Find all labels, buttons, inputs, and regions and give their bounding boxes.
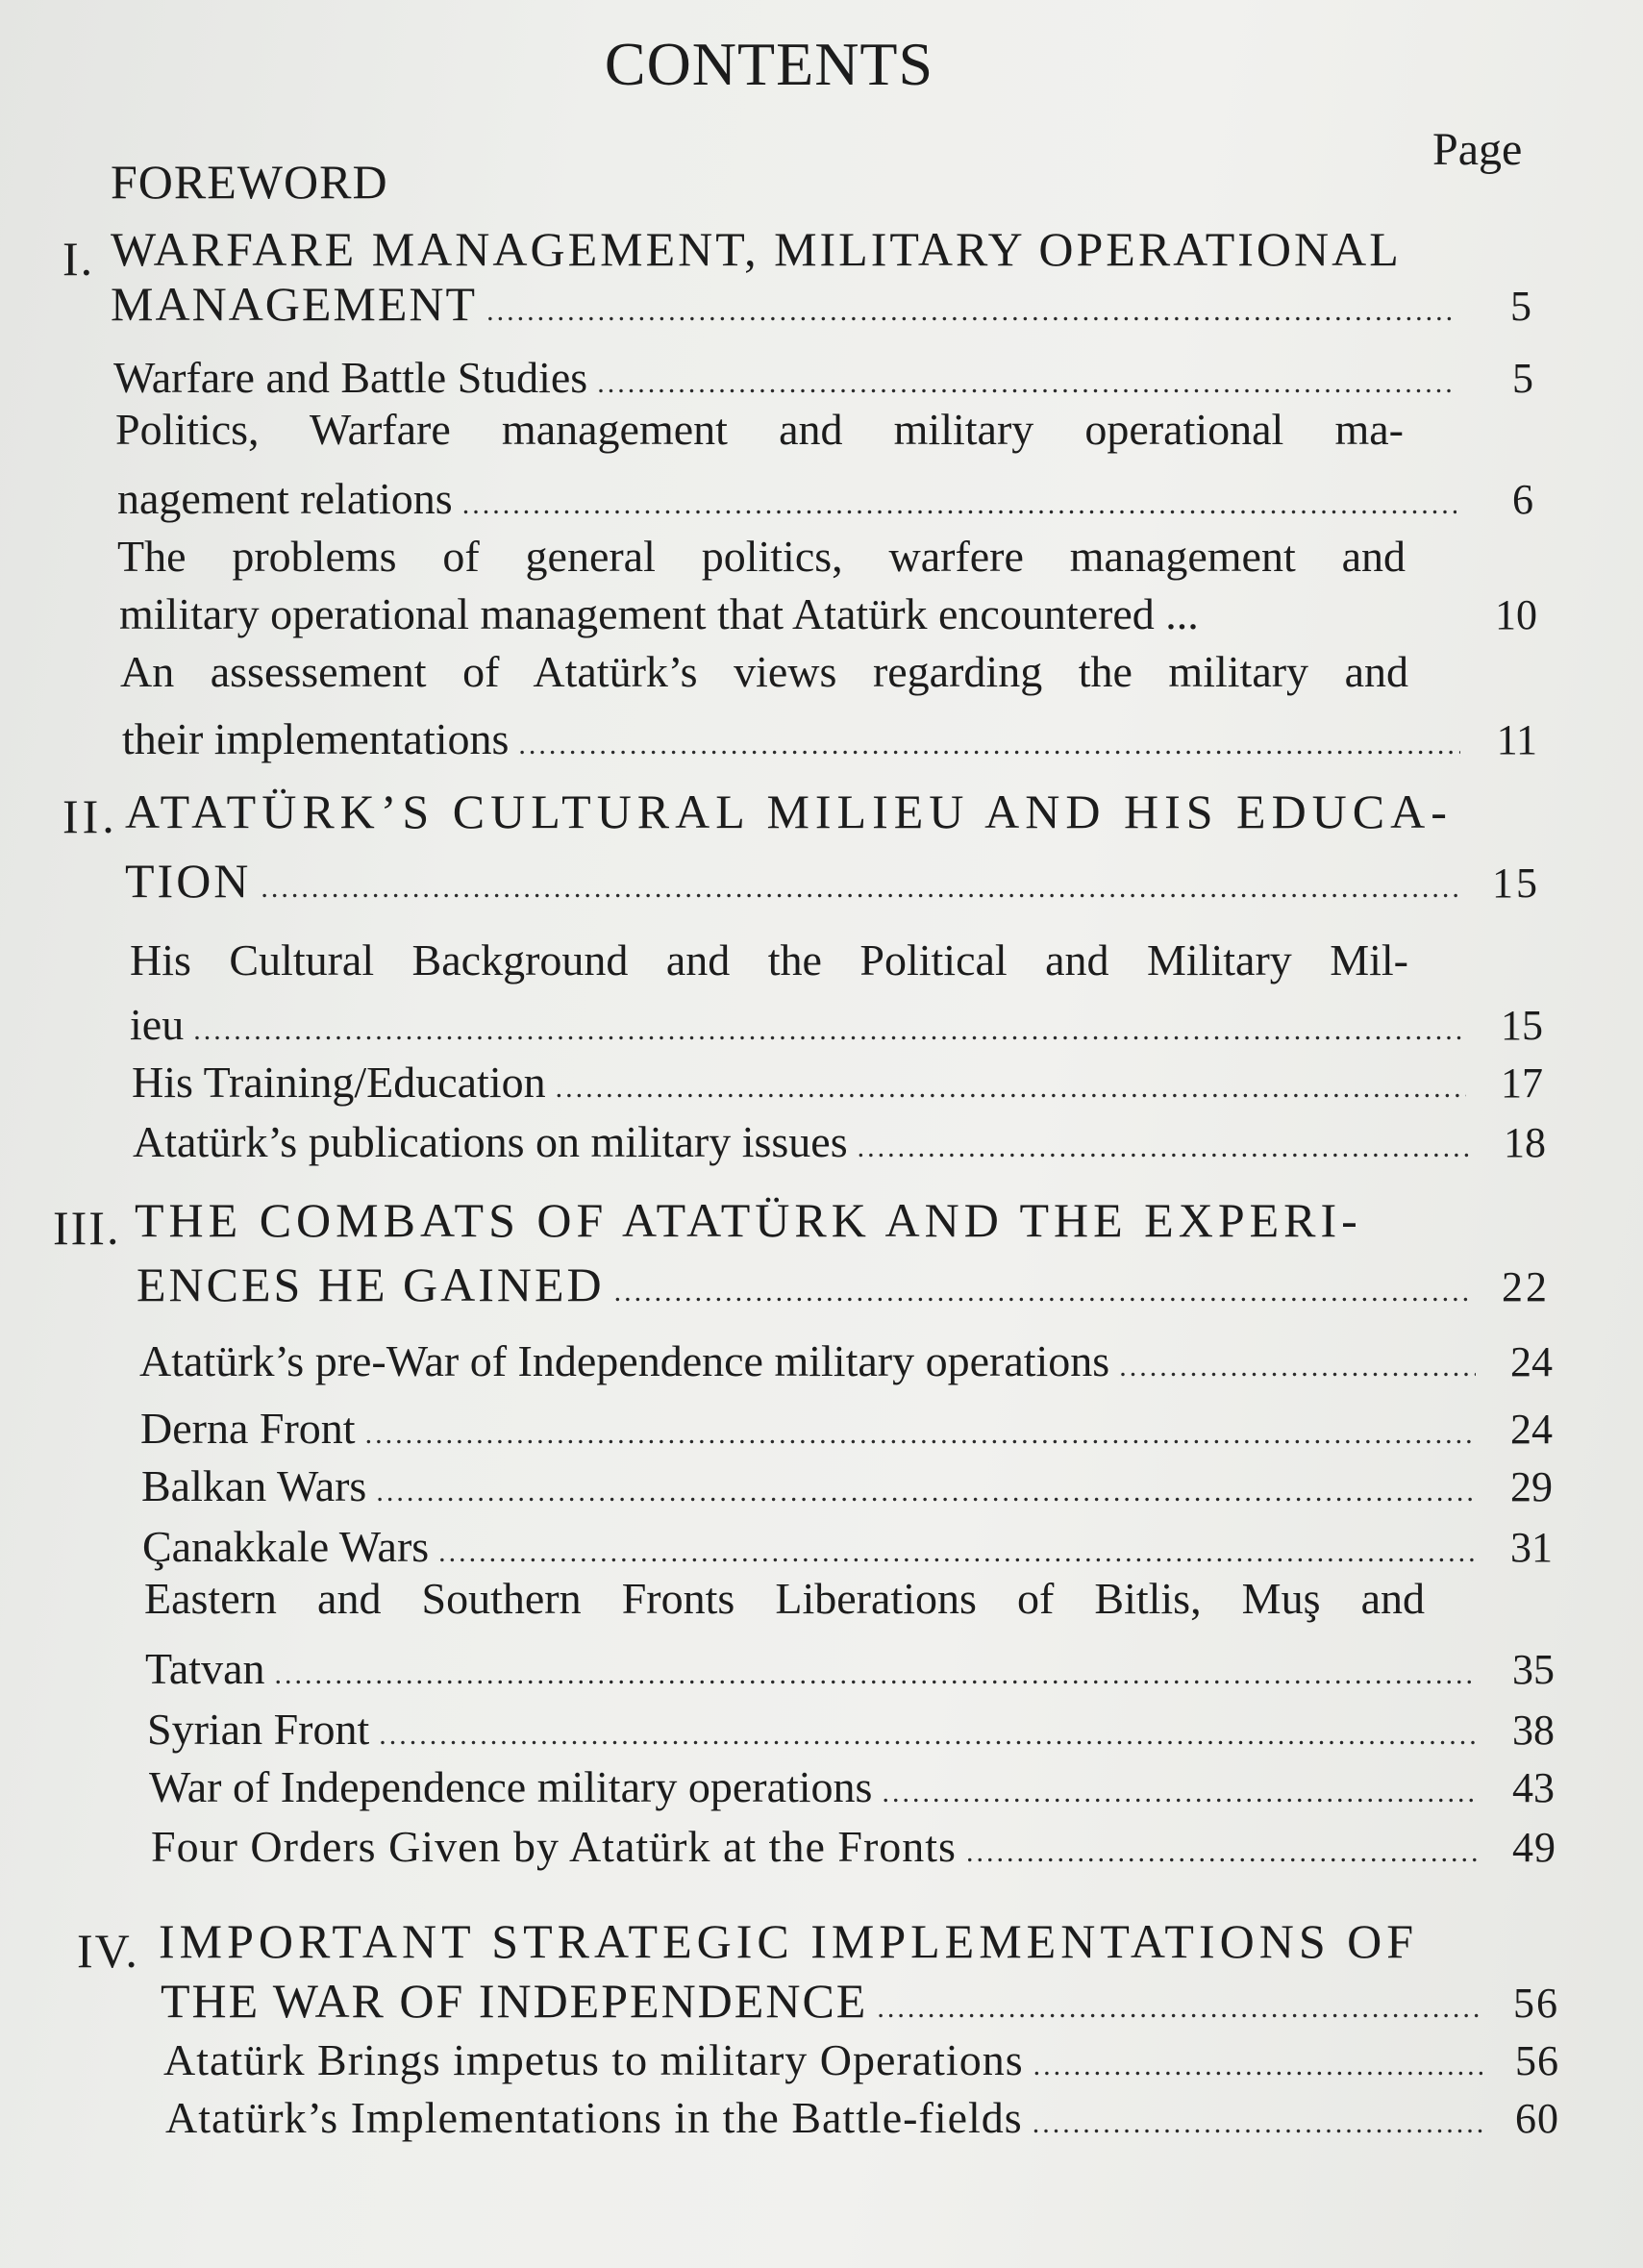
- toc-entry: [139, 1332, 1553, 1397]
- page-number: 24: [1510, 1338, 1553, 1385]
- leader-dots: [966, 1823, 1480, 1882]
- leader-dots: [1033, 2094, 1482, 2154]
- page-number: 18: [1504, 1119, 1546, 1166]
- leader-dots: [275, 1645, 1478, 1705]
- entry-label: Atatürk’s publications on military issues: [133, 1117, 848, 1166]
- entry-label: Atatürk’s pre-War of Independence military operations: [139, 1336, 1110, 1385]
- page-number: 5: [1512, 355, 1533, 402]
- entry-label: His Training/Education: [132, 1058, 546, 1107]
- toc-entry: [133, 1112, 1546, 1178]
- toc-entry: [140, 1399, 1553, 1464]
- page-column-label: Page: [1432, 124, 1523, 175]
- page-number: 43: [1512, 1764, 1555, 1811]
- leader-dots: [1119, 1337, 1476, 1397]
- chapter-title-line2: TION: [125, 854, 252, 908]
- entry-label: War of Independence military operations: [149, 1762, 873, 1811]
- page-number: 56: [1513, 1980, 1559, 2027]
- entry-label: Warfare and Battle Studies: [113, 353, 588, 402]
- entry-label: ieu: [130, 1000, 185, 1049]
- page-number: 10: [1495, 591, 1537, 638]
- page-number: 49: [1512, 1824, 1556, 1871]
- toc-entry: [117, 469, 1533, 535]
- chapter-numeral: IV.: [77, 1924, 139, 1978]
- leader-dots: [379, 1706, 1478, 1765]
- toc-entry: [147, 1700, 1555, 1765]
- entry-label-line1: An assessement of Atatürk’s views regarding the military and: [120, 647, 1408, 696]
- entry-label: nagement relations: [117, 474, 453, 523]
- toc-entry: [149, 1757, 1555, 1823]
- chapter-title-row: [111, 274, 1533, 341]
- entry-label-line1: Politics, Warfare management and military operational ma-: [115, 405, 1404, 454]
- chapter-title-line2: MANAGEMENT: [111, 277, 478, 331]
- leader-dots: [486, 282, 1456, 341]
- entry-label-line1: The problems of general politics, warfere management and: [117, 532, 1406, 581]
- entry-label: Atatürk Brings impetus to military Operations: [163, 2035, 1024, 2084]
- page-number: 60: [1515, 2095, 1559, 2142]
- page-number: 24: [1510, 1406, 1553, 1453]
- entry-label: Çanakkale Wars: [142, 1522, 430, 1571]
- page-number: 29: [1510, 1463, 1553, 1510]
- page-number: 15: [1501, 1002, 1543, 1049]
- page-number: 22: [1502, 1263, 1550, 1310]
- entry-label: Balkan Wars: [141, 1461, 367, 1510]
- toc-entry: [132, 1053, 1543, 1118]
- chapter-title: IMPORTANT STRATEGIC IMPLEMENTATIONS OF: [159, 1914, 1419, 1968]
- entry-label: Syrian Front: [147, 1705, 370, 1754]
- chapter-title: WARFARE MANAGEMENT, MILITARY OPERATIONAL: [111, 222, 1402, 276]
- chapter-title-line2: ENCES HE GAINED: [137, 1258, 605, 1311]
- entry-label: their implementations: [122, 714, 510, 763]
- toc-entry: [163, 2031, 1559, 2096]
- leader-dots: [261, 859, 1463, 918]
- page-title: CONTENTS: [604, 30, 934, 98]
- entry-label: Tatvan: [145, 1644, 265, 1693]
- leader-dots: [518, 715, 1460, 775]
- page-number: 6: [1512, 476, 1533, 523]
- page-number: 38: [1512, 1707, 1555, 1754]
- leader-dots: [877, 1979, 1482, 2038]
- toc-entry: [141, 1457, 1553, 1522]
- leader-dots: [193, 1001, 1466, 1060]
- entry-label-line1: His Cultural Background and the Political and Military Mil-: [130, 935, 1408, 984]
- page-number: 56: [1515, 2037, 1559, 2084]
- toc-entry: [145, 1639, 1555, 1705]
- leader-dots: [376, 1462, 1476, 1522]
- chapter-title-row: [125, 851, 1540, 918]
- page-number: 15: [1492, 860, 1540, 907]
- chapter-title: ATATÜRK’S CULTURAL MILIEU AND HIS EDUCA-: [125, 785, 1453, 838]
- entry-label: Derna Front: [140, 1404, 356, 1453]
- chapter-numeral: II.: [62, 789, 118, 843]
- leader-dots: [1033, 2036, 1482, 2096]
- leader-dots: [858, 1118, 1469, 1178]
- page-number: 11: [1496, 716, 1537, 763]
- foreword-entry: FOREWORD: [111, 155, 388, 209]
- toc-entry: [119, 585, 1537, 645]
- toc-entry: [151, 1817, 1556, 1882]
- chapter-title-row: [161, 1971, 1559, 2038]
- leader-dots: [365, 1405, 1476, 1464]
- chapter-title: THE COMBATS OF ATATÜRK AND THE EXPERI-: [135, 1193, 1362, 1247]
- leader-dots: [462, 475, 1456, 535]
- chapter-numeral: III.: [53, 1201, 121, 1255]
- entry-label: Four Orders Given by Atatürk at the Fronts: [151, 1822, 957, 1871]
- chapter-numeral: I.: [62, 232, 95, 286]
- leader-dots: [614, 1262, 1473, 1322]
- page-number: 31: [1510, 1524, 1553, 1571]
- page-number: 5: [1510, 283, 1533, 330]
- chapter-title-line2: THE WAR OF INDEPENDENCE: [161, 1974, 868, 2028]
- page-number: 35: [1512, 1646, 1555, 1693]
- entry-label: Atatürk’s Implementations in the Battle-fields: [165, 2093, 1023, 2142]
- entry-label: military operational management that Atatürk encountered ...: [119, 589, 1199, 638]
- toc-entry: [165, 2088, 1559, 2154]
- leader-dots: [882, 1763, 1478, 1823]
- entry-label-line1: Eastern and Southern Fronts Liberations of Bitlis, Muş and: [144, 1574, 1425, 1623]
- leader-dots: [556, 1059, 1466, 1118]
- chapter-title-row: [137, 1255, 1550, 1322]
- toc-entry: [130, 995, 1543, 1060]
- toc-entry: [122, 710, 1537, 775]
- page-number: 17: [1501, 1059, 1543, 1107]
